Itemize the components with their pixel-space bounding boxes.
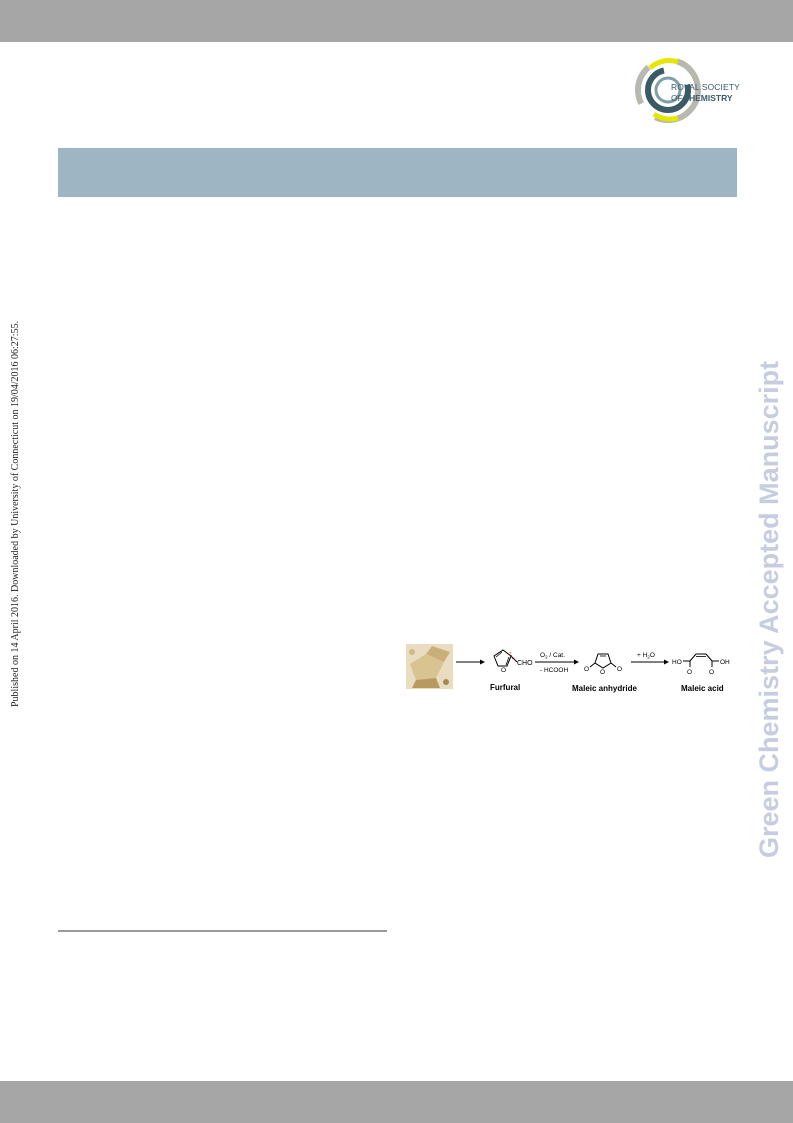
- rsc-wordmark-line2: [671, 93, 740, 104]
- rsc-wordmark-of: OF: [671, 93, 683, 103]
- reagents-1-top: $O_2$ / Cat.: [540, 652, 565, 660]
- reaction-scheme: [406, 640, 736, 700]
- furfural-cho: CHO: [517, 660, 533, 667]
- maleic-anhydride-structure: [584, 654, 622, 676]
- reagents-2-top: + $H_2O$: [637, 652, 655, 660]
- article-type-band: [58, 148, 737, 197]
- anhydride-oxygen-ring: O: [600, 669, 606, 676]
- acid-ho: HO: [672, 659, 682, 666]
- bottom-bar: [0, 1081, 793, 1123]
- label-maleic-anhydride: Maleic anhydride: [572, 684, 637, 693]
- accepted-manuscript-stamp: Green Chemistry Accepted Manuscript: [754, 360, 784, 858]
- acid-oh: OH: [720, 659, 730, 666]
- rsc-wordmark-line1: ROYAL SOCIETY: [671, 82, 740, 92]
- rsc-wordmark-chemistry: CHEMISTRY: [682, 93, 733, 103]
- anhydride-oxygen-left: O: [584, 666, 590, 673]
- furfural-structure: [494, 650, 533, 674]
- top-bar: [0, 0, 793, 42]
- maleic-acid-structure: [672, 654, 730, 676]
- anhydride-oxygen-right: O: [617, 666, 623, 673]
- label-maleic-acid: Maleic acid: [681, 684, 724, 693]
- rsc-wordmark: [671, 82, 740, 104]
- reagents-1-bottom: - HCOOH: [540, 667, 569, 674]
- acid-oxygen-right: O: [709, 669, 715, 676]
- acid-oxygen-left: O: [687, 669, 693, 676]
- footnote-rule: [58, 930, 387, 932]
- furfural-oxygen: O: [501, 667, 507, 674]
- published-note: Published on 14 April 2016. Downloaded by University of Connecticut on 19/04/2016 06:27:55.: [10, 320, 21, 707]
- label-furfural: Furfural: [490, 683, 521, 692]
